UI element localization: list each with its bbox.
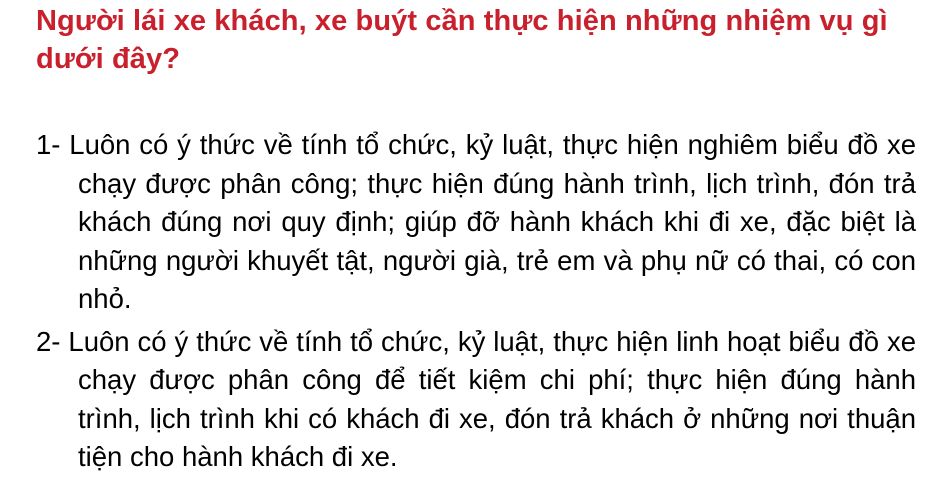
answer-list: [36, 126, 916, 481]
answer-option-1[interactable]: 1- Luôn có ý thức về tính tổ chức, kỷ luật, thực hiện nghiêm biểu đồ xe chạy được phân công; thực hiện đúng hành trình, lịch trình, đón trả khách đúng nơi quy định; giúp đỡ hành khách khi đi xe, đặc biệt là những người khuyết tật, người già, trẻ em và phụ nữ có thai, có con nhỏ.: [36, 129, 916, 314]
answer-option-2[interactable]: 2- Luôn có ý thức về tính tổ chức, kỷ luật, thực hiện linh hoạt biểu đồ xe chạy được phân công để tiết kiệm chi phí; thực hiện đúng hành trình, lịch trình khi có khách đi xe, đón trả khách ở những nơi thuận tiện cho hành khách đi xe.: [36, 325, 916, 472]
question-title: Người lái xe khách, xe buýt cần thực hiện những nhiệm vụ gì dưới đây?: [36, 5, 888, 75]
